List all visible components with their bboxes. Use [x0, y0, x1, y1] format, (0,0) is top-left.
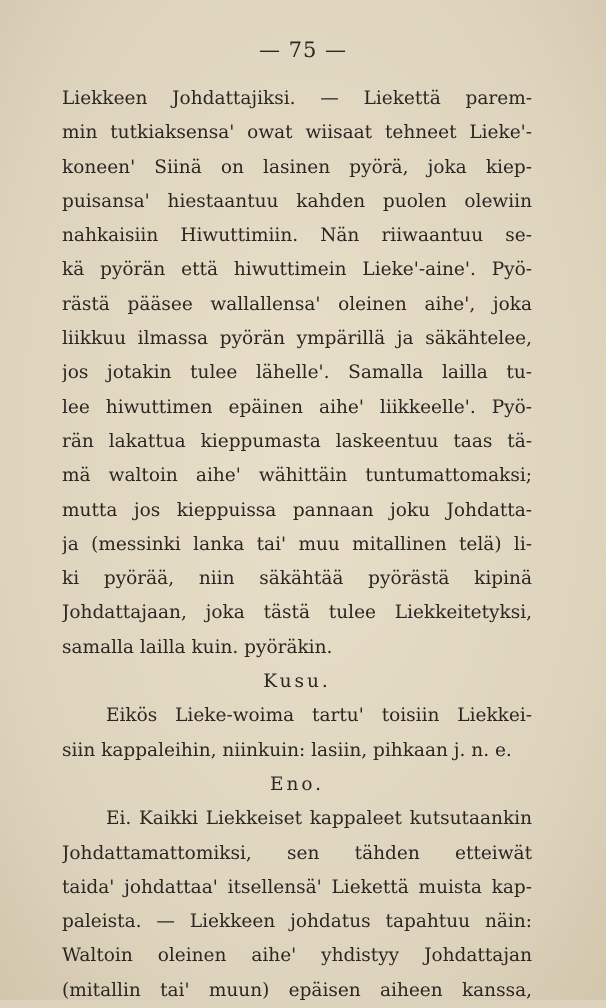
text-line: min tutkiaksensa' owat wiisaat tehneet Lieke'-	[62, 122, 532, 144]
text-line: ki pyörää, niin säkähtää pyörästä kipinä	[62, 568, 532, 590]
page-number-header: — 75 —	[258, 38, 348, 62]
text-line: mutta jos kieppuissa pannaan joku Johdatta-	[62, 499, 532, 521]
text-line: siin kappaleihin, niinkuin: lasiin, pihkaan j. n. e.	[62, 739, 512, 761]
text-line: nahkaisiin Hiwuttimiin. Nän riiwaantuu se-	[62, 225, 532, 247]
text-line: rästä pääsee wallallensa' oleinen aihe', joka	[62, 293, 532, 315]
text-line: mä waltoin aihe' wähittäin tuntumattomaksi;	[62, 465, 532, 487]
text-line: Liekkeen Johdattajiksi. — Liekettä parem-	[62, 88, 532, 109]
text-line: rän lakattua kieppumasta laskeentuu taas tä-	[62, 430, 532, 452]
text-line: kä pyörän että hiwuttimein Lieke'-aine'. Pyö-	[62, 259, 532, 281]
text-line: Eikös Lieke-woima tartu' toisiin Liekkei-	[106, 705, 532, 727]
text-line: lee hiwuttimen epäinen aihe' liikkeelle'. Pyö-	[62, 396, 532, 418]
text-line: taida' johdattaa' itsellensä' Liekettä muista kap-	[62, 876, 532, 898]
text-line: koneen' Siinä on lasinen pyörä, joka kiep-	[62, 156, 532, 178]
page-body	[62, 82, 532, 1008]
text-line: paleista. — Liekkeen johdatus tapahtuu näin:	[62, 911, 532, 933]
text-line: Johdattajaan, joka tästä tulee Liekkeitetyksi,	[62, 602, 532, 624]
text-line: Ei. Kaikki Liekkeiset kappaleet kutsutaankin	[106, 808, 532, 830]
text-line: (mitallin tai' muun) epäisen aiheen kanssa,	[62, 979, 532, 1001]
text-line: samalla lailla kuin. pyöräkin.	[62, 636, 333, 658]
text-line: ja (messinki lanka tai' muu mitallinen telä) li-	[62, 533, 532, 555]
text-line: Johdattamattomiksi, sen tähden etteiwät	[62, 842, 532, 864]
speaker-heading: Kusu.	[263, 671, 331, 693]
text-line: jos jotakin tulee lähelle'. Samalla lailla tu-	[62, 362, 532, 384]
text-line: liikkuu ilmassa pyörän ympärillä ja säkähtelee,	[62, 328, 532, 350]
text-line: Waltoin oleinen aihe' yhdistyy Johdattajan	[62, 945, 532, 967]
text-line: puisansa' hiestaantuu kahden puolen olewiin	[62, 190, 532, 212]
speaker-heading: Eno.	[269, 773, 325, 795]
